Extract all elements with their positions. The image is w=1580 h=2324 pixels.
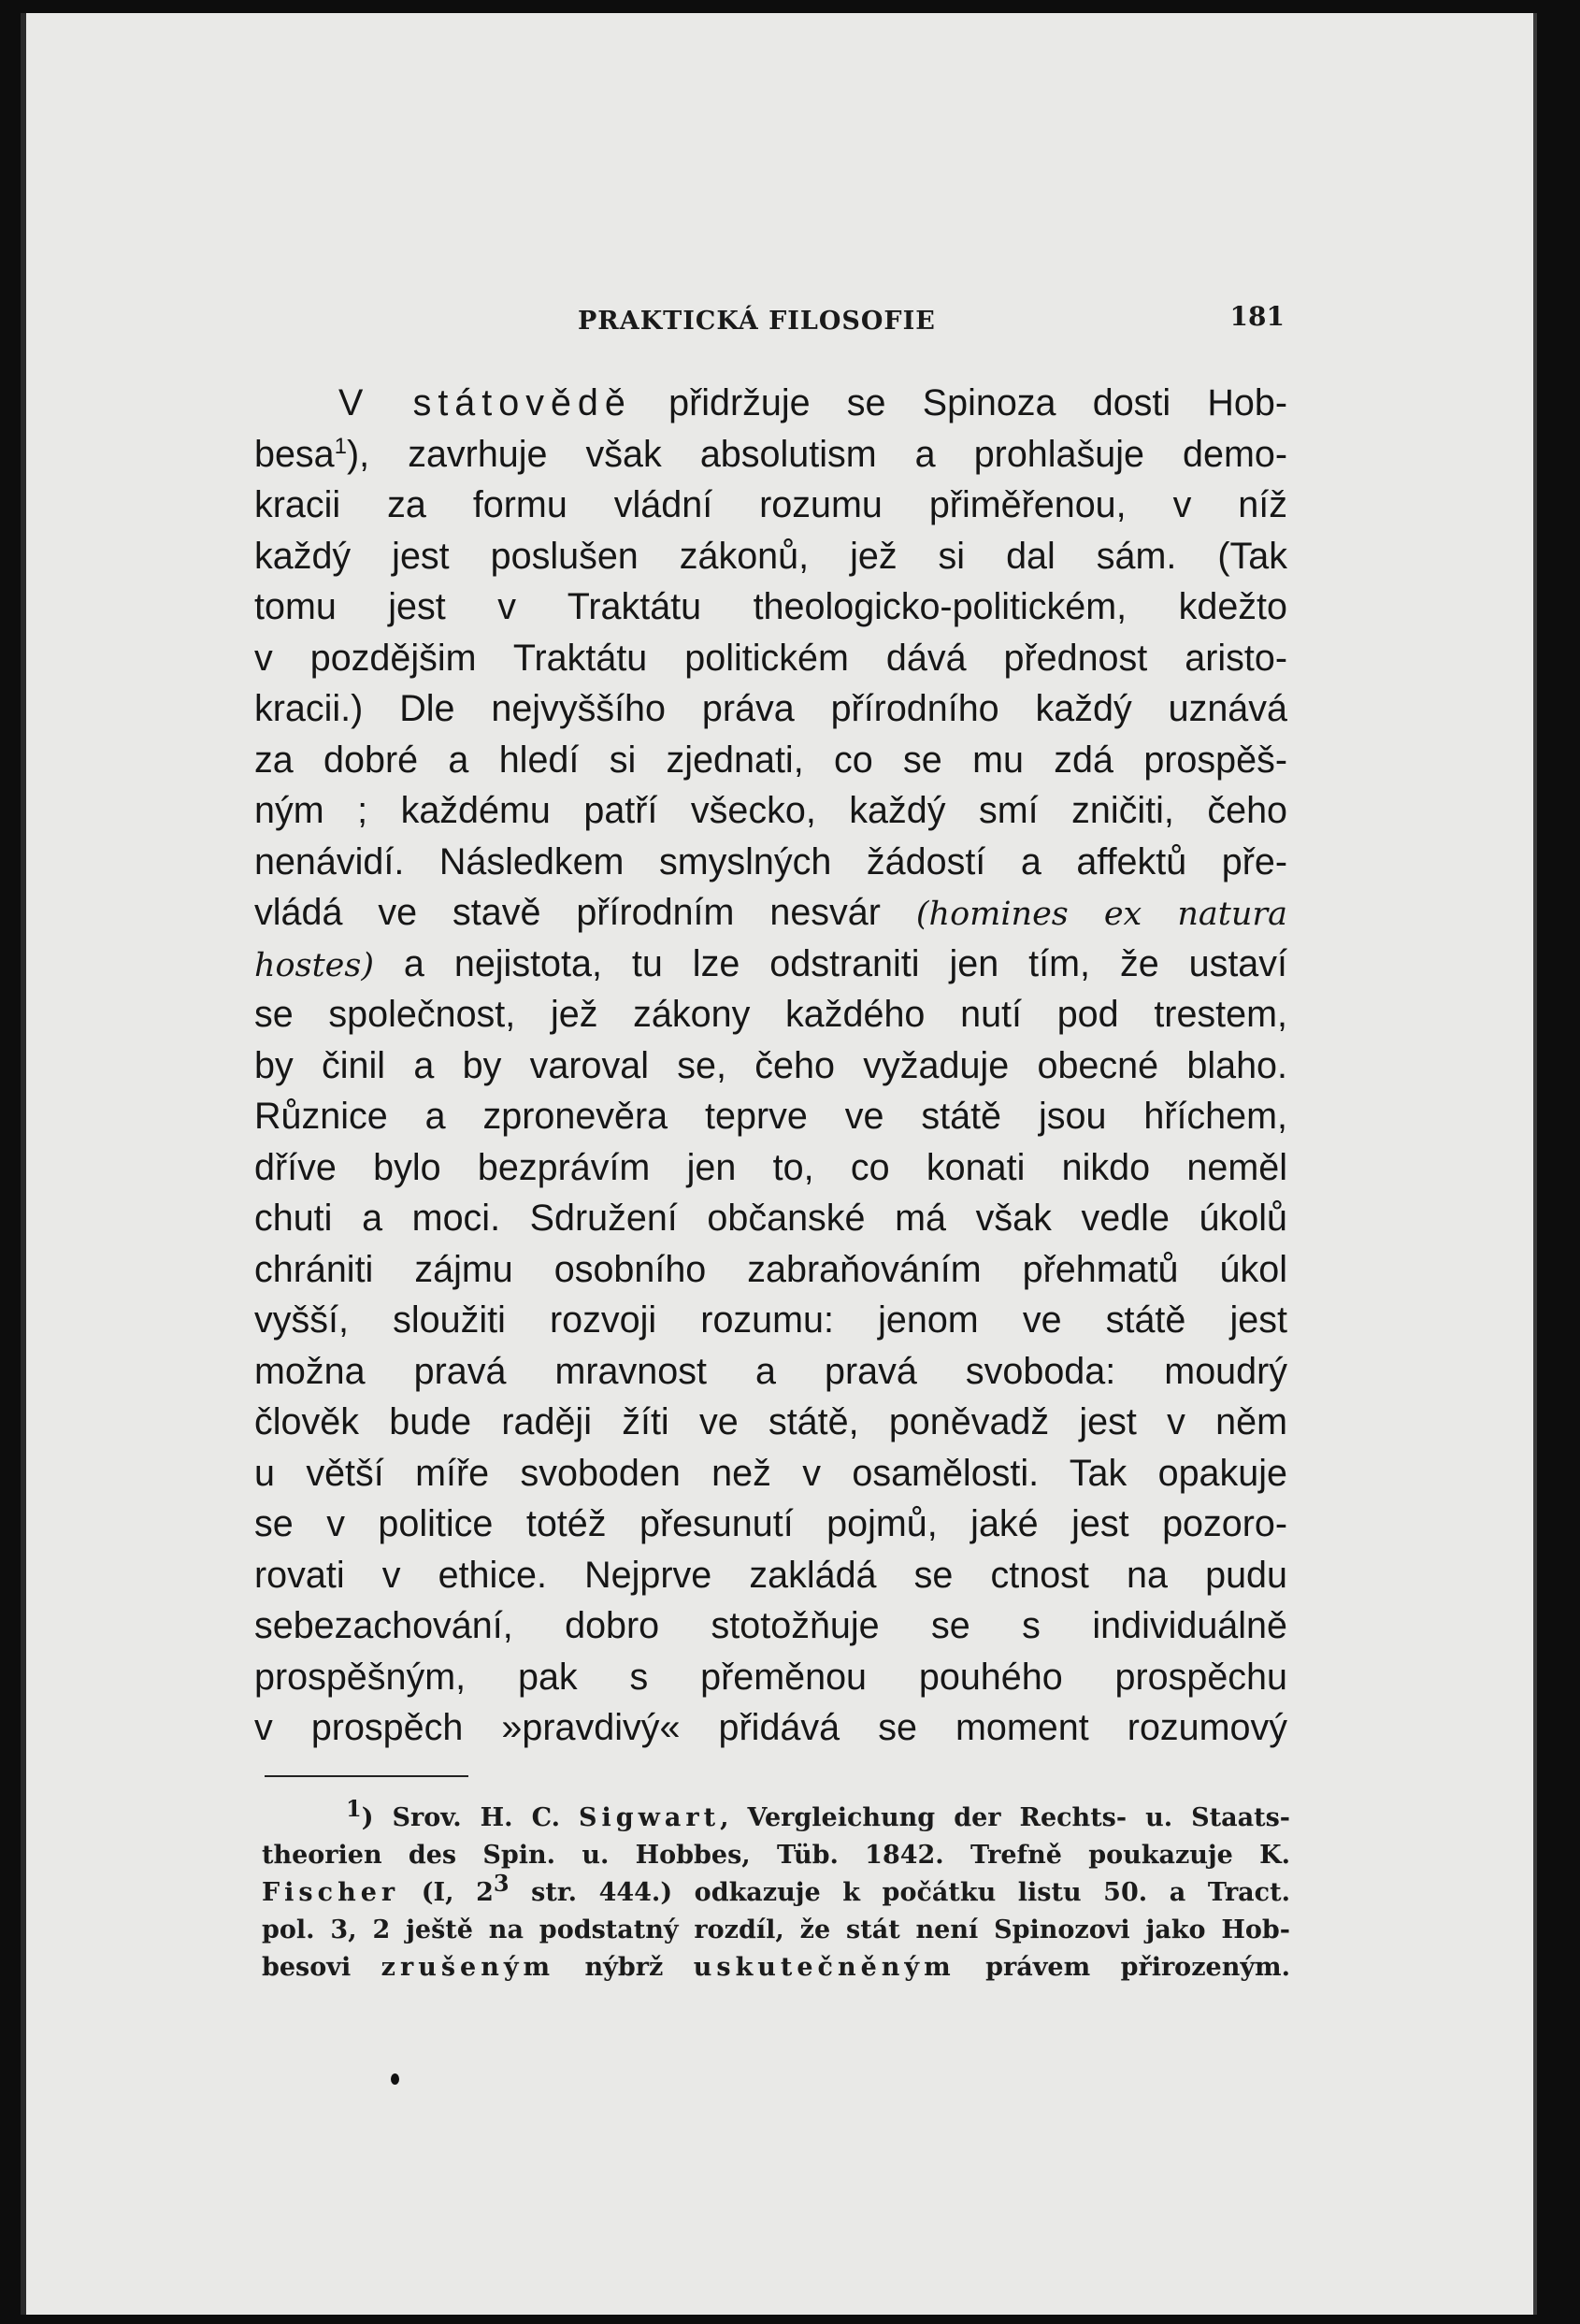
text-line (254, 939, 1287, 990)
footnote-fragment: ) Srov. H. C. (361, 1803, 580, 1832)
footnote-fragment: nýbrž (554, 1953, 694, 1982)
text-line: možna pravá mravnost a pravá svoboda: moudrý (254, 1350, 1287, 1392)
superscript: 3 (493, 1870, 510, 1897)
footnote (262, 1795, 1290, 1987)
text-fragment: přidržuje se Spinoza dosti Hob- (631, 382, 1288, 423)
text-fragment: a nejistota, tu lze odstraniti jen tím, že ustaví (373, 942, 1287, 984)
text-fragment: vládá ve stavě přírodním nesvár (254, 892, 916, 933)
footnote-fragment: , Vergleichung der Rechts- u. Staats- (720, 1803, 1290, 1832)
page-header (260, 299, 1285, 342)
ink-speck (391, 2073, 399, 2085)
footnote-line: theorien des Spin. u. Hobbes, Tüb. 1842. Trefně poukazuje K. (262, 1841, 1290, 1870)
page-left-edge (21, 13, 26, 2315)
main-text (254, 378, 1287, 1761)
text-line: tomu jest v Traktátu theologicko-politickém, kdežto (254, 586, 1287, 627)
author-name: Fischer (262, 1878, 400, 1907)
text-line: chrániti zájmu osobního zabraňováním přehmatů úkol (254, 1248, 1287, 1290)
text-line: by činil a by varoval se, čeho vyžaduje obecné blaho. (254, 1044, 1287, 1086)
footnote-number: 1 (346, 1795, 362, 1822)
spaced-term: uskutečněným (693, 1953, 955, 1982)
text-line: člověk bude raději žíti ve státě, poněvadž jest v něm (254, 1401, 1287, 1442)
footnote-line (262, 1949, 1290, 1987)
footnote-fragment: právem přirozeným. (955, 1953, 1290, 1982)
footnote-marker: 1 (334, 433, 348, 459)
latin-phrase: hostes) (254, 946, 374, 984)
footnote-line (262, 1795, 1290, 1837)
spaced-term: zrušeným (381, 1953, 555, 1982)
author-name: Sigwart (579, 1803, 721, 1832)
text-fragment: ), zavrhuje však absolutism a prohlašuje demo- (347, 433, 1287, 475)
text-line: za dobré a hledí si zjednati, co se mu zdá prospěš- (254, 739, 1287, 781)
footnote-separator (265, 1775, 468, 1777)
footnote-line: pol. 3, 2 ještě na podstatný rozdíl, že stát není Spinozovi jako Hob- (262, 1915, 1290, 1944)
latin-phrase: (homines ex natura (915, 896, 1287, 933)
text-line: vyšší, sloužiti rozvoji rozumu: jenom ve státě jest (254, 1299, 1287, 1341)
footnote-fragment: (I, 2 (399, 1878, 494, 1907)
page-number: 181 (1229, 301, 1285, 332)
text-line (254, 887, 1287, 939)
text-line: v prospěch »pravdivý« přidává se moment rozumový (254, 1707, 1287, 1748)
text-line: ným ; každému patří všecko, každý smí zničiti, čeho (254, 790, 1287, 831)
text-line: kracii za formu vládní rozumu přiměřenou, v níž (254, 484, 1287, 525)
text-line: každý jest poslušen zákonů, jež si dal sám. (Tak (254, 535, 1287, 577)
text-line: v pozdějšim Traktátu politickém dává přednost aristo- (254, 637, 1287, 679)
text-line (254, 378, 1287, 429)
text-line: kracii.) Dle nejvyššího práva přírodního každý uznává (254, 688, 1287, 729)
text-line: Různice a zpronevěra teprve ve státě jsou hříchem, (254, 1096, 1287, 1137)
text-line: nenávidí. Následkem smyslných žádostí a affektů pře- (254, 840, 1287, 882)
text-fragment: besa (254, 433, 335, 475)
text-line: sebezachování, dobro stotožňuje se s individuálně (254, 1605, 1287, 1646)
text-line: u větší míře svoboden než v osamělosti. Tak opakuje (254, 1452, 1287, 1494)
running-head: PRAKTICKÁ FILOSOFIE (578, 307, 936, 336)
text-line: prospěšným, pak s přeměnou pouhého prospěchu (254, 1656, 1287, 1698)
footnote-fragment: besovi (262, 1953, 381, 1982)
footnote-fragment: str. 444.) odkazuje k počátku listu 50. a Tract. (509, 1878, 1290, 1907)
text-line: dříve bylo bezprávím jen to, co konati nikdo neměl (254, 1146, 1287, 1188)
text-line: rovati v ethice. Nejprve zakládá se ctnost na pudu (254, 1554, 1287, 1596)
text-line (254, 429, 1287, 481)
footnote-line (262, 1870, 1290, 1912)
page-right-edge (1533, 13, 1537, 2315)
text-line: se v politice totéž přesunutí pojmů, jaké jest pozoro- (254, 1503, 1287, 1544)
text-line: chuti a moci. Sdružení občanské má však vedle úkolů (254, 1198, 1287, 1239)
spaced-term: V státovědě (338, 382, 632, 423)
text-line: se společnost, jež zákony každého nutí pod trestem, (254, 994, 1287, 1035)
